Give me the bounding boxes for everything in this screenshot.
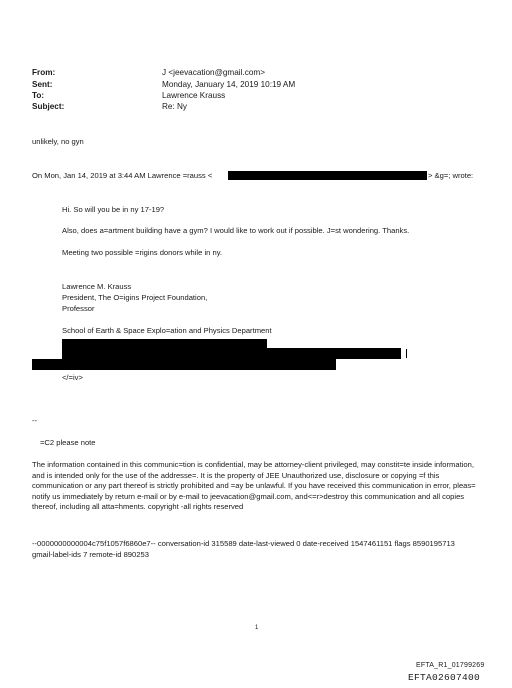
quoted-line-1: Hi. So will you be in ny 17-19? bbox=[62, 205, 165, 214]
disclaimer-paragraph: The information contained in this communic=tion is confidential, may be attorney-client privileged, may constit=te inside information, and is intended only for the use of the addresse=. It is the property of JEE Unauthorized use, disclosure or copying =f this communication or any part thereof is strictly prohibited and =ay be unlawful. If you have received this communication in error, pleas= notify us immediately by return e-mail or by e-mail to jeevacation@gmail.com, and<=r>destroy this communication and all copies thereof, including all atta=hments. copyright -all rights reserved bbox=[32, 460, 476, 512]
redaction-block-2 bbox=[62, 348, 401, 359]
signature-school: School of Earth & Space Explo=ation and Physics Department bbox=[62, 326, 272, 335]
subject-value: Re: Ny bbox=[162, 102, 188, 111]
metadata-paragraph: --0000000000004c75f1057f6860e7-- conversation-id 315589 date-last-viewed 0 date-received 1547461151 flags 8590195713 gmail-label-ids 7 remote-id 890253 bbox=[32, 539, 455, 559]
quoted-line-3: Meeting two possible =rigins donors while in ny. bbox=[62, 248, 223, 257]
from-label: From: bbox=[32, 68, 56, 77]
quote-intro-suffix: > &g=; wrote: bbox=[428, 171, 474, 180]
redaction-email bbox=[228, 171, 427, 180]
redaction-block-3 bbox=[32, 359, 336, 370]
quoted-line-2: Also, does a=artment building have a gym? I would like to work out if possible. J=st wondering. Thanks. bbox=[62, 226, 410, 235]
redaction-mark bbox=[406, 349, 407, 358]
from-value: J <jeevacation@gmail.com> bbox=[162, 68, 265, 77]
quote-intro-prefix: On Mon, Jan 14, 2019 at 3:44 AM Lawrence =rauss < bbox=[32, 171, 213, 180]
bates-number-large: EFTA02607400 bbox=[408, 672, 481, 683]
separator: -- bbox=[32, 416, 38, 425]
signature-title: President, The O=igins Project Foundation, bbox=[62, 293, 208, 302]
to-label: To: bbox=[32, 91, 45, 100]
page-number: 1 bbox=[255, 625, 259, 631]
bates-number-small: EFTA_R1_01799269 bbox=[416, 662, 485, 669]
signature-name: Lawrence M. Krauss bbox=[62, 282, 132, 291]
sent-value: Monday, January 14, 2019 10:19 AM bbox=[162, 80, 296, 89]
div-tag: </=iv> bbox=[62, 373, 83, 382]
signature-role: Professor bbox=[62, 304, 95, 313]
redaction-block-1 bbox=[62, 339, 267, 348]
reply-text: unlikely, no gyn bbox=[32, 137, 84, 146]
sent-label: Sent: bbox=[32, 80, 53, 89]
please-note: =C2 please note bbox=[40, 438, 96, 447]
subject-label: Subject: bbox=[32, 102, 65, 111]
to-value: Lawrence Krauss bbox=[162, 91, 226, 100]
